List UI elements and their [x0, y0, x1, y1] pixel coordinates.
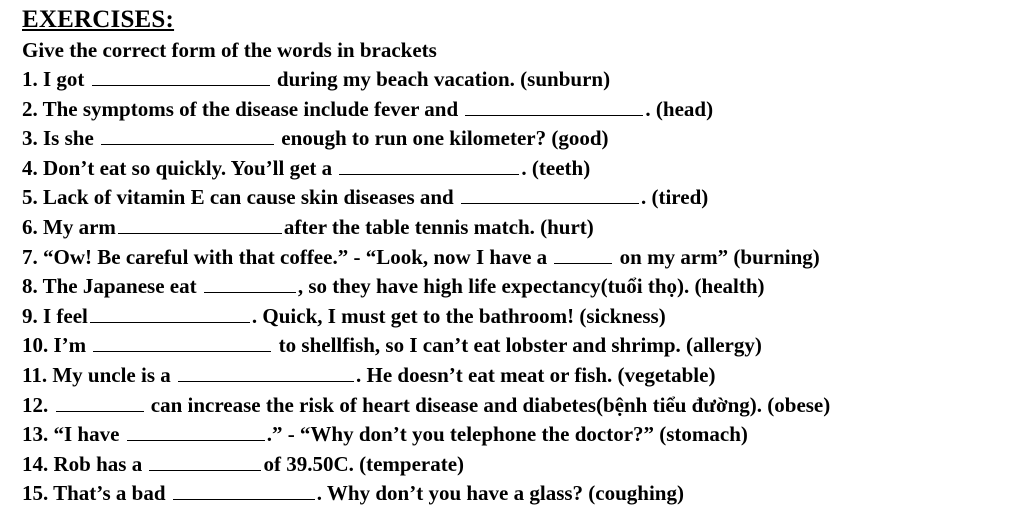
answer-blank[interactable]	[101, 127, 274, 145]
item-text-after: . He doesn’t eat meat or fish. (vegetable)	[356, 362, 716, 387]
answer-blank[interactable]	[465, 98, 643, 116]
exercise-item-13	[22, 420, 1022, 450]
answer-blank[interactable]	[173, 482, 315, 500]
item-text-before: 2. The symptoms of the disease include fever and	[22, 96, 459, 121]
answer-blank[interactable]	[461, 186, 639, 204]
item-text-before: 15. That’s a bad	[22, 481, 166, 506]
exercise-item-5	[22, 183, 1022, 213]
answer-blank[interactable]	[149, 453, 261, 471]
instruction-text: Give the correct form of the words in brackets	[22, 38, 437, 62]
item-text-before: 3. Is she	[22, 126, 94, 151]
answer-blank[interactable]	[93, 334, 271, 352]
exercise-item-8	[22, 272, 1022, 302]
item-text-before: 11. My uncle is a	[22, 362, 171, 387]
answer-blank[interactable]	[339, 157, 519, 175]
item-text-after: on my arm” (burning)	[619, 244, 820, 269]
item-text-after: . (tired)	[640, 185, 709, 210]
exercise-item-7	[22, 243, 1022, 273]
answer-blank[interactable]	[178, 364, 354, 382]
item-text-before: 4. Don’t eat so quickly. You’ll get a	[22, 155, 333, 180]
item-text-before: 13. “I have	[22, 422, 120, 447]
exercise-item-11	[22, 361, 1022, 391]
item-text-before: 9. I feel	[22, 303, 88, 328]
item-text-after: to shellfish, so I can’t eat lobster and shrimp. (allergy)	[278, 333, 762, 358]
answer-blank[interactable]	[127, 423, 265, 441]
exercise-sheet	[22, 4, 1022, 509]
item-text-before: 14. Rob has a	[22, 451, 143, 476]
page-title: EXERCISES:	[22, 6, 175, 33]
item-text-after: . (head)	[645, 96, 714, 121]
item-text-after: . Why don’t you have a glass? (coughing)	[316, 481, 684, 506]
item-text-after: .” - “Why don’t you telephone the doctor?” (stomach)	[266, 422, 748, 447]
exercise-item-10	[22, 331, 1022, 361]
answer-blank[interactable]	[118, 216, 282, 234]
answer-blank[interactable]	[92, 68, 270, 86]
item-text-before: 10. I’m	[22, 333, 87, 358]
item-text-after: can increase the risk of heart disease and diabetes(bệnh tiểu đường). (obese)	[150, 392, 831, 417]
item-text-after: . Quick, I must get to the bathroom! (sickness)	[251, 303, 666, 328]
item-text-after: enough to run one kilometer? (good)	[281, 126, 609, 151]
item-text-after: after the table tennis match. (hurt)	[283, 214, 594, 239]
exercise-item-9	[22, 302, 1022, 332]
answer-blank[interactable]	[90, 305, 250, 323]
exercise-item-6	[22, 213, 1022, 243]
exercise-item-3	[22, 124, 1022, 154]
exercise-item-15	[22, 479, 1022, 509]
exercise-item-12	[22, 391, 1022, 421]
item-text-before: 5. Lack of vitamin E can cause skin diseases and	[22, 185, 454, 210]
answer-blank[interactable]	[554, 246, 612, 264]
exercise-item-14	[22, 450, 1022, 480]
item-text-after: , so they have high life expectancy(tuổi thọ). (health)	[297, 274, 765, 299]
exercise-item-1	[22, 65, 1022, 95]
item-text-before: 1. I got	[22, 67, 85, 91]
exercise-item-4	[22, 154, 1022, 184]
item-text-before: 12.	[22, 392, 49, 417]
answer-blank[interactable]	[56, 394, 144, 412]
item-text-after: of 39.50C. (temperate)	[263, 451, 465, 476]
item-text-before: 7. “Ow! Be careful with that coffee.” - “Look, now I have a	[22, 244, 548, 269]
exercise-item-2	[22, 95, 1022, 125]
item-text-before: 6. My arm	[22, 214, 116, 239]
item-text-before: 8. The Japanese eat	[22, 274, 197, 299]
answer-blank[interactable]	[204, 275, 296, 293]
item-text-after: . (teeth)	[521, 155, 591, 180]
item-text-after: during my beach vacation. (sunburn)	[276, 67, 611, 91]
